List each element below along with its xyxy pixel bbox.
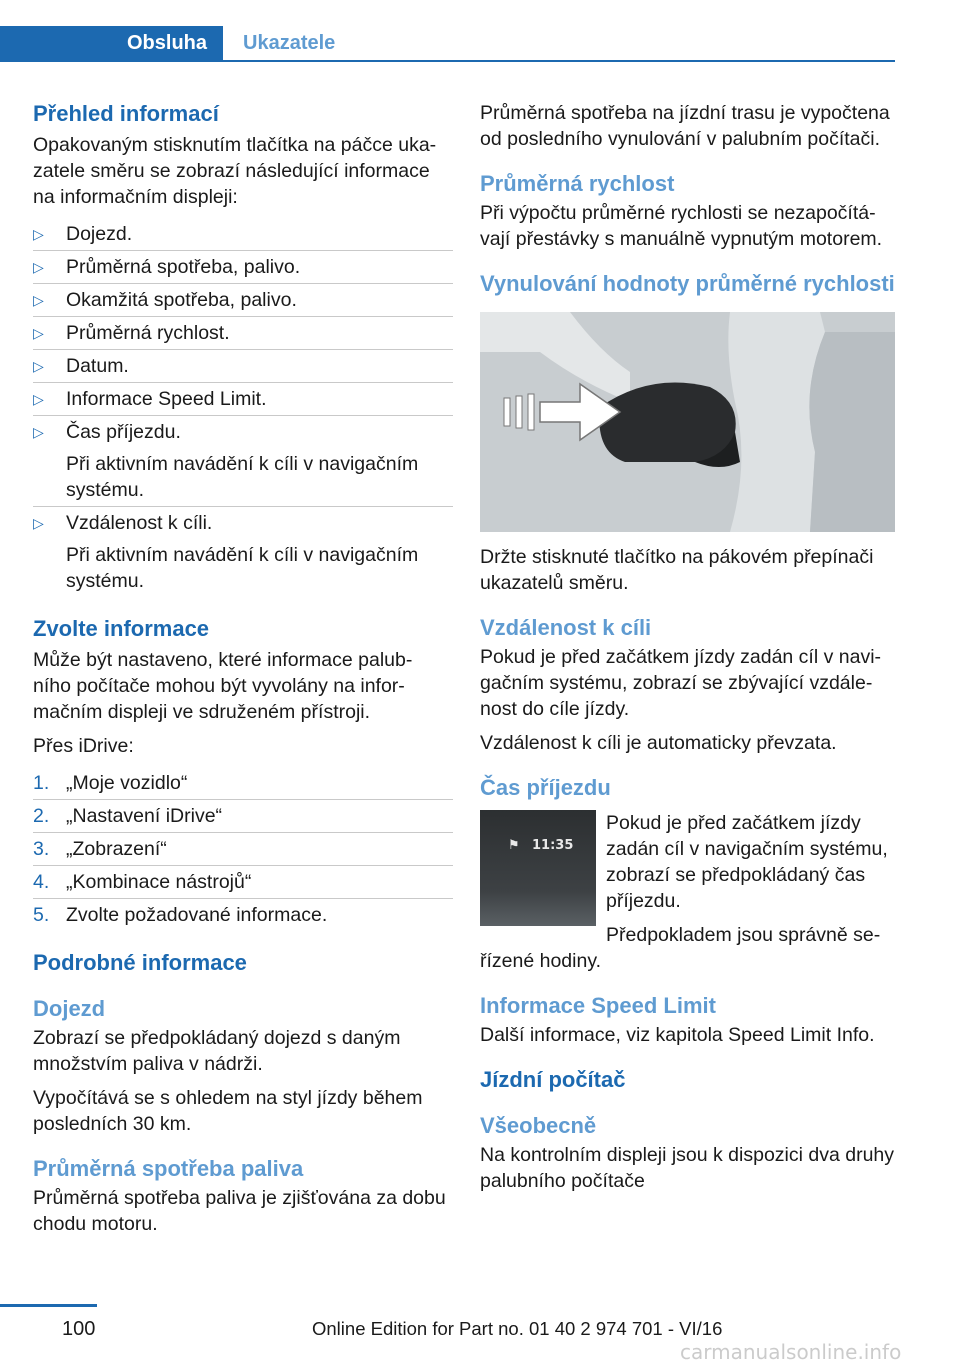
paragraph-reset: Držte stisknuté tlačítko na pákovém přepínači ukazatelů směru. [480, 546, 874, 594]
heading-avg-speed: Průměrná rychlost [480, 171, 675, 196]
heading-select-info: Zvolte informace [33, 616, 210, 641]
paragraph-range-1: Zobrazí se předpokládaný dojezd s daným množstvím paliva v nádrži. [33, 1027, 401, 1075]
heading-distance: Vzdálenost k cíli [480, 615, 652, 640]
footer-rule [0, 1304, 97, 1307]
paragraph-arrival-2: Předpokladem jsou správně se‐ řízené hodiny. [480, 924, 881, 972]
watermark: carmanualsonline.info [680, 1340, 902, 1364]
paragraph-speed-limit: Další informace, viz kapitola Speed Limit Info. [480, 1024, 875, 1046]
step-item: 1. „Moje vozidlo“ [33, 767, 453, 800]
tab-obsluha[interactable] [0, 26, 223, 60]
paragraph-avg-fuel-trip: Průměrná spotřeba na jízdní trasu je vypočtena od posledního vynulování v palubním počítači. [480, 102, 890, 150]
clock-time: 11:35 [532, 838, 574, 853]
heading-range: Dojezd [33, 996, 106, 1021]
paragraph-overview: Opakovaným stisknutím tlačítka na páčce uka‐ zatele směru se zobrazí následující informace na informačním displeji: [33, 134, 437, 208]
heading-avg-fuel: Průměrná spotřeba paliva [33, 1156, 304, 1181]
step-item: 2. „Nastavení iDrive“ [33, 800, 453, 833]
list-item: ▷ Průměrná rychlost. [33, 317, 453, 350]
steps-list [33, 767, 453, 931]
triangle-bullet-icon: ▷ [33, 325, 44, 341]
paragraph-range-2: Vypočítává se s ohledem na styl jízdy během posledních 30 km. [33, 1087, 423, 1135]
paragraph-avg-speed: Při výpočtu průměrné rychlosti se nezapočítá‐ vají přestávky s manuálně vypnutým motorem. [480, 202, 883, 250]
paragraph-distance-2: Vzdálenost k cíli je automaticky převzata. [480, 732, 837, 754]
list-item: ▷ Dojezd. [33, 218, 453, 251]
tab-ukazatele[interactable] [223, 26, 335, 60]
paragraph-select-info: Může být nastaveno, které informace palub‐ ního počítače mohou být vyvolány na infor‐ mačním displeji ve sdruženém přístroji. [33, 649, 413, 723]
overview-list [33, 218, 453, 597]
turn-signal-lever-image [480, 312, 895, 532]
step-item: 3. „Zobrazení“ [33, 833, 453, 866]
list-item: ▷ Vzdálenost k cíli. Při aktivním navádění k cíli v navigačním systému. [33, 507, 453, 597]
triangle-bullet-icon: ▷ [33, 391, 44, 407]
paragraph-arrival-1: Pokud je před začátkem jízdy zadán cíl v navigačním systému, zobrazí se předpokládaný čas příjezdu. [606, 812, 888, 912]
heading-arrival: Čas příjezdu [480, 775, 611, 800]
header-rule [0, 60, 895, 62]
list-item: ▷ Průměrná spotřeba, palivo. [33, 251, 453, 284]
tab-label: Ukazatele [243, 31, 336, 54]
paragraph-distance-1: Pokud je před začátkem jízdy zadán cíl v navi‐ gačním systému, zobrazí se zbývající vzdále‐ nost do cíle jízdy. [480, 646, 882, 720]
step-item: 5. Zvolte požadované informace. [33, 904, 328, 926]
paragraph-avg-fuel: Průměrná spotřeba paliva je zjišťována za dobu chodu motoru. [33, 1187, 446, 1235]
triangle-bullet-icon: ▷ [33, 358, 44, 374]
heading-overview: Přehled informací [33, 101, 219, 126]
step-item: 4. „Kombinace nástrojů“ [33, 866, 453, 899]
triangle-bullet-icon: ▷ [33, 259, 44, 275]
heading-trip-computer: Jízdní počítač [480, 1067, 626, 1092]
list-item: ▷ Čas příjezdu. Při aktivním navádění k cíli v navigačním systému. [33, 416, 453, 507]
heading-reset-avg-speed: Vynulování hodnoty průměrné rychlosti [480, 271, 895, 296]
list-item: ▷ Datum. [33, 350, 453, 383]
heading-general: Všeobecně [480, 1113, 597, 1138]
heading-speed-limit: Informace Speed Limit [480, 993, 716, 1018]
edition-text: Online Edition for Part no. 01 40 2 974 701 - VI/16 [312, 1318, 723, 1339]
paragraph-idrive: Přes iDrive: [33, 735, 134, 757]
list-item: ▷ Okamžitá spotřeba, palivo. [33, 284, 453, 317]
header-tabs [0, 26, 895, 62]
list-item-note: Při aktivním navádění k cíli v navigačním systému. [66, 453, 419, 501]
left-column [33, 100, 453, 1237]
list-item: ▷ Informace Speed Limit. [33, 383, 453, 416]
paragraph-general: Na kontrolním displeji jsou k dispozici dva druhy palubního počítače [480, 1144, 895, 1192]
heading-detail-info: Podrobné informace [33, 950, 247, 975]
page-number: 100 [62, 1318, 96, 1340]
triangle-bullet-icon: ▷ [33, 226, 44, 242]
triangle-bullet-icon: ▷ [33, 292, 44, 308]
triangle-bullet-icon: ▷ [33, 424, 44, 440]
arrival-time-display-image [480, 810, 596, 926]
lever-illustration [480, 312, 895, 532]
right-column [480, 100, 900, 1194]
list-item-note: Při aktivním navádění k cíli v navigačním systému. [66, 544, 419, 592]
flag-icon: ⚑ [508, 838, 520, 853]
tab-label: Obsluha [126, 31, 207, 54]
triangle-bullet-icon: ▷ [33, 515, 44, 531]
